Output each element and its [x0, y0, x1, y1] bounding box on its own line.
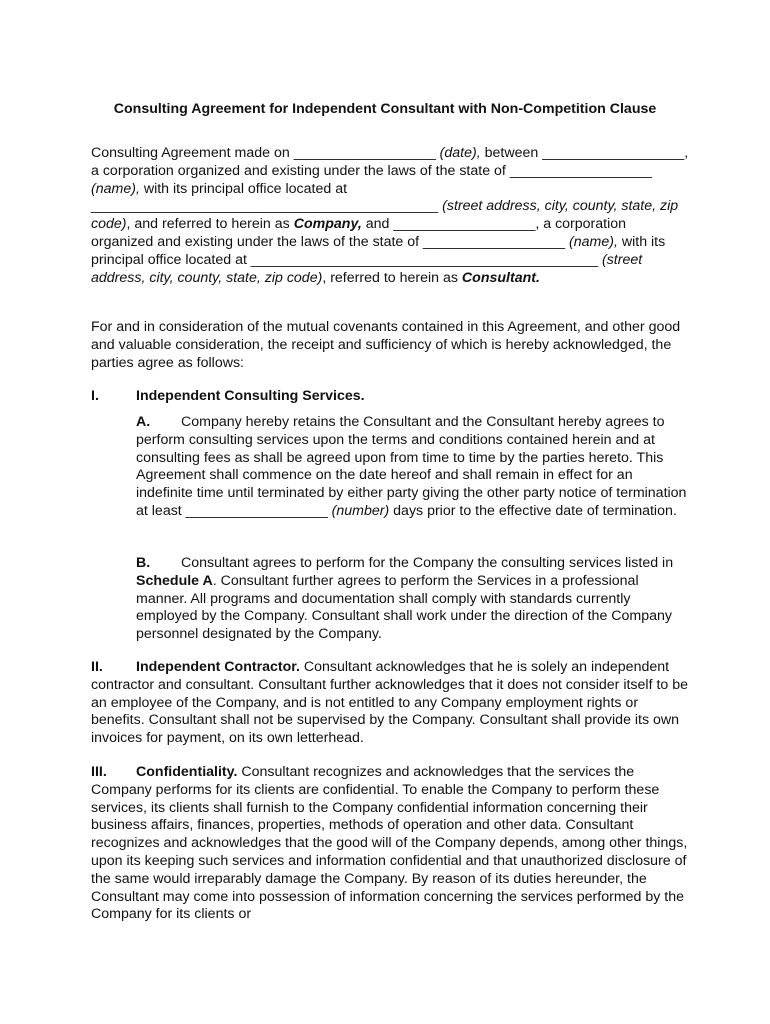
subsection-number: A. [136, 414, 151, 430]
section-text: Company hereby retains the Consultant and the Consultant hereby agrees to perform consulting services upon the terms and conditions contained herein and at consulting fees as shall be agreed upon from time to time by the parties hereto. This Agreement shall commence on the date hereof and shall remain in effect for an indefinite time until terminated by either party giving the other party notice of termination at least __________________ [136, 414, 687, 519]
intro-text: with its principal office located at ____________________________________________ [91, 233, 666, 268]
section-1-heading [91, 388, 691, 406]
section-3-paragraph [91, 764, 691, 924]
date-placeholder-label: (date), [439, 145, 481, 161]
section-heading: Independent Consulting Services. [136, 388, 365, 404]
intro-text: , referred to herein as [322, 269, 462, 286]
intro-paragraph [91, 145, 691, 287]
consultant-defined-term: Consultant. [461, 269, 540, 286]
name-placeholder-label: (name), [91, 180, 140, 197]
recital-paragraph: For and in consideration of the mutual covenants contained in this Agreement, and other good and valuable consideration, the receipt and sufficiency of which is hereby acknowledged, the parties agree as follows: [91, 319, 681, 371]
section-text: . Consultant further agrees to perform the Services in a professional manner. All programs and documentation shall comply with standards currently employed by the Company. Consultant shall work under the direction of the Company personnel designated by the Company. [136, 572, 672, 643]
intro-text: Consulting Agreement made on __________________ [91, 145, 440, 161]
address-placeholder-label: (street address, city, county, state, zip code) [91, 198, 679, 233]
section-text: Consultant agrees to perform for the Company the consulting services listed in [181, 555, 674, 571]
name-placeholder-label: (name), [569, 233, 618, 250]
section-number: I. [91, 388, 99, 404]
company-defined-term: Company, [293, 216, 362, 233]
intro-text: between __________________, a corporation organized and existing under the laws of the state of __________________ [91, 145, 689, 179]
section-1b-paragraph [136, 555, 691, 644]
section-2-paragraph [91, 659, 691, 748]
section-number: II. [91, 659, 103, 675]
intro-text: with its principal office located at ____________________________________________ [91, 180, 443, 215]
intro-text: , and referred to herein as [126, 216, 294, 233]
number-placeholder-label: (number) [331, 502, 390, 519]
section-text: days prior to the effective date of termination. [389, 502, 677, 519]
section-text: Consultant acknowledges that he is solely an independent contractor and consultant. Consultant further acknowledges that it does not consider itself to be an employee of the Company, and is not entitled to any Company employment rights or benefits. Consultant shall not be supervised by the Company. Consultant shall provide its own invoices for payment, on its own letterhead. [91, 659, 689, 747]
intro-text: and __________________, a corporation organized and existing under the laws of the state of __________________ [91, 216, 627, 250]
document-title: Consulting Agreement for Independent Consultant with Non-Competition Clause [113, 101, 657, 117]
section-1a-paragraph [136, 414, 691, 521]
section-text: Consultant recognizes and acknowledges that the services the Company performs for its clients are confidential. To enable the Company to perform these services, its clients shall furnish to the Company confidential information concerning their business affairs, finances, properties, methods of operation and other data. Consultant recognizes and acknowledges that the good will of the Company depends, among other things, upon its keeping such services and information confidential and that unauthorized disclosure of the same would irreparably damage the Company. By reason of its duties hereunder, the Consultant may come into possession of information concerning the services performed by the Company for its clients or [91, 764, 688, 923]
schedule-reference: Schedule A [136, 572, 213, 589]
subsection-number: B. [136, 555, 151, 571]
address-placeholder-label: (street address, city, county, state, zip code) [91, 251, 643, 286]
section-heading: Confidentiality. [136, 764, 238, 780]
section-heading: Independent Contractor. [136, 659, 300, 675]
section-number: III. [91, 764, 107, 780]
